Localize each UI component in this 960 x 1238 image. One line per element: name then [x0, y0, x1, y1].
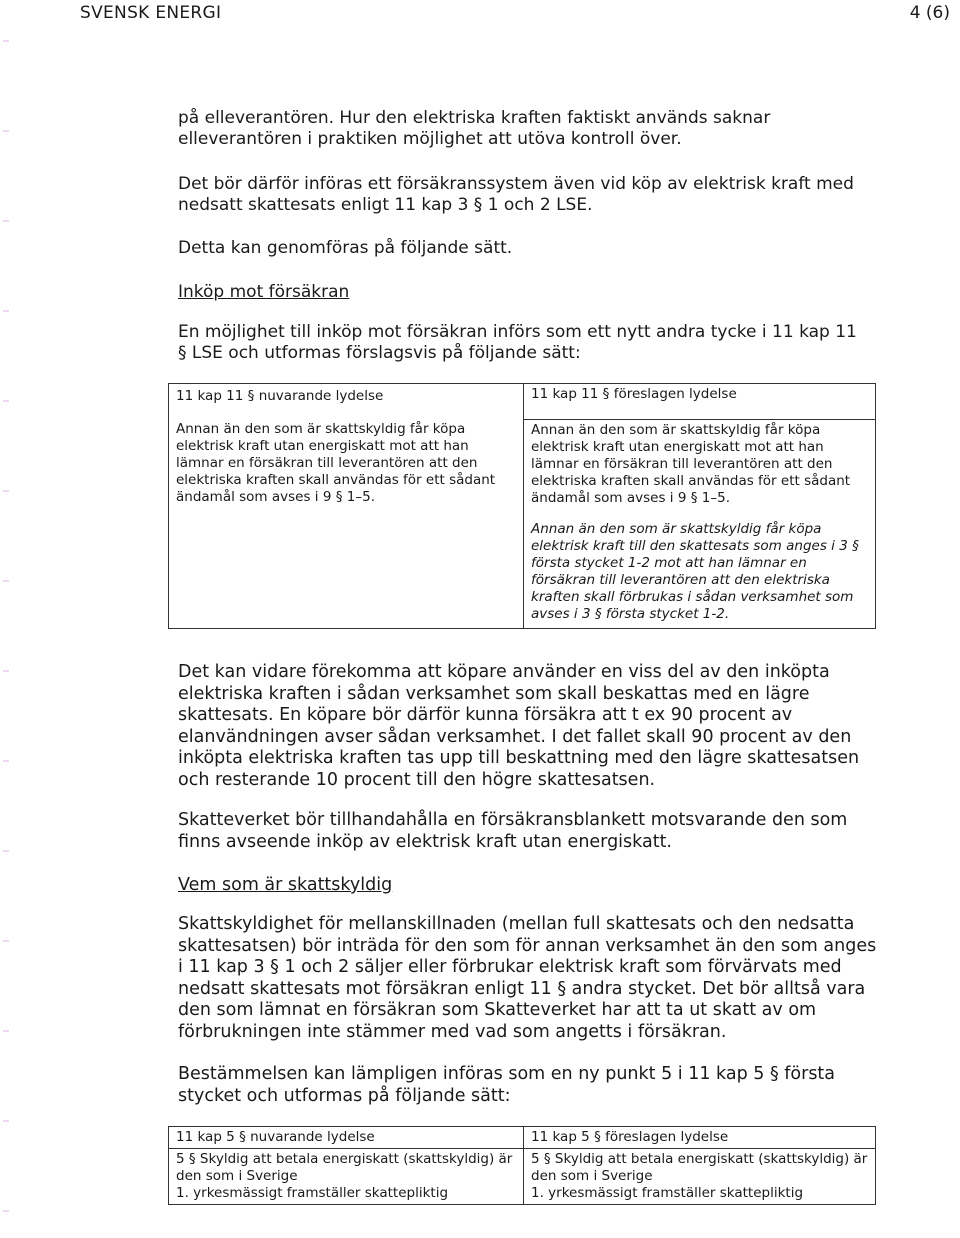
paragraph-8: Bestämmelsen kan lämpligen införas som en ny punkt 5 i 11 kap 5 § första stycket och utformas på följande sätt:	[178, 1064, 836, 1106]
table2-left-last-line: 1. yrkesmässigt framställer skattepliktig	[176, 1185, 449, 1201]
table2-left-body	[169, 1149, 524, 1205]
paragraph-7: Skattskyldighet för mellanskillnaden (mellan full skattesats och den nedsatta skattesatsen) bör inträda för den som för annan verksamhet än den som anges i 11 kap 3 § 1 och 2 säljer eller förbrukar elektrisk kraft som förvärvats med nedsatt skattesats mot försäkran enligt 11 § andra stycket. Det bör alltså vara den som lämnat en försäkran som Skatteverket har att ta ut skatt av om förbrukningen inte stämmer med vad som angetts i försäkran.	[178, 914, 877, 1042]
table2-right-body	[524, 1149, 876, 1205]
table2-right-last-line: 1. yrkesmässigt framställer skattepliktig	[531, 1185, 804, 1201]
paragraph-6: Skatteverket bör tillhandahålla en försäkransblankett motsvarande den som finns avseende inköp av elektrisk kraft utan energiskatt.	[178, 810, 848, 852]
table1-left-body: Annan än den som är skattskyldig får köpa elektrisk kraft utan energiskatt mot att han lämnar en försäkran till leverantören att den elektriska kraften skall användas för ett sådant ändamål som avses i 9 § 1–5.	[169, 419, 524, 509]
table2-right-body-text: 5 § Skyldig att betala energiskatt (skattskyldig) är den som i Sverige	[531, 1151, 868, 1184]
table1-left-empty	[169, 509, 524, 629]
table2-left-body-text: 5 § Skyldig att betala energiskatt (skattskyldig) är den som i Sverige	[176, 1151, 513, 1184]
table1-right-body: Annan än den som är skattskyldig får köpa elektrisk kraft utan energiskatt mot att han lämnar en försäkran till leverantören att den elektriska kraften skall användas för ett sådant ändamål som avses i 9 § 1–5.	[524, 419, 876, 509]
comparison-table-11-kap-5	[168, 1126, 876, 1205]
paragraph-2: Det bör därför införas ett försäkranssystem även vid köp av elektrisk kraft med nedsatt skattesats enligt 11 kap 3 § 1 och 2 LSE.	[178, 174, 854, 215]
table2-right-header: 11 kap 5 § föreslagen lydelse	[524, 1127, 876, 1149]
comparison-table-11-kap-11	[168, 383, 876, 629]
page-number: 4 (6)	[909, 3, 950, 23]
table1-right-header: 11 kap 11 § föreslagen lydelse	[531, 386, 737, 402]
scan-edge-marks	[3, 0, 9, 1238]
heading-vem-som-ar-skattskyldig: Vem som är skattskyldig	[178, 875, 393, 895]
table1-left-header: 11 kap 11 § nuvarande lydelse	[169, 384, 524, 420]
paragraph-3: Detta kan genomföras på följande sätt.	[178, 238, 513, 258]
paragraph-1: på elleverantören. Hur den elektriska kraften faktiskt används saknar elleverantören i praktiken möjlighet att utöva kontroll över.	[178, 108, 771, 149]
paragraph-5: Det kan vidare förekomma att köpare använder en viss del av den inköpta elektriska kraften i sådan verksamhet som skall beskattas med en lägre skattesats. En köpare bör därför kunna försäkra att t ex 90 procent av elanvändningen avser sådan verksamhet. I det fallet skall 90 procent av den inköpta elektriska kraften tas upp till beskattning med den lägre skattesatsen och resterande 10 procent till den högre skattesatsen.	[178, 662, 860, 790]
table1-right-added: Annan än den som är skattskyldig får köpa elektrisk kraft till den skattesats som anges i 3 § första stycket 1-2 mot att han lämnar en försäkran till leverantören att den elektriska kraften skall förbrukas i sådan verksamhet som avses i 3 § första stycket 1-2.	[531, 520, 859, 622]
paragraph-4: En möjlighet till inköp mot försäkran införs som ett nytt andra tycke i 11 kap 11 § LSE och utformas förslagsvis på följande sätt:	[178, 322, 857, 363]
organization-name: SVENSK ENERGI	[80, 3, 222, 23]
heading-inkop-mot-forsakran: Inköp mot försäkran	[178, 282, 350, 302]
table2-left-header: 11 kap 5 § nuvarande lydelse	[169, 1127, 524, 1149]
